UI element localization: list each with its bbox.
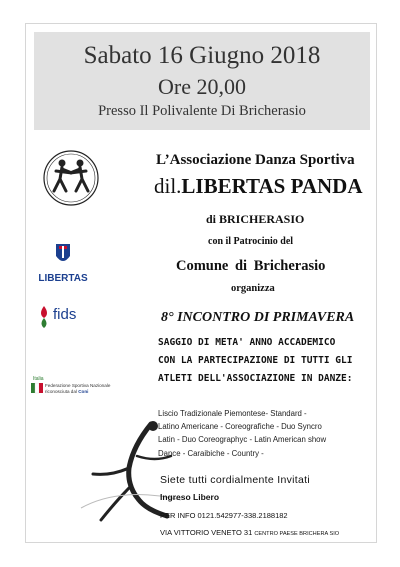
dance-line: Latino Americane - Coreografiche - Duo Syncro bbox=[158, 422, 322, 432]
saggio-line: SAGGIO DI META' ANNO ACCADEMICO bbox=[158, 337, 336, 348]
libertas-logo bbox=[36, 242, 90, 286]
association-name-bold: LIBERTAS PANDA bbox=[181, 174, 363, 198]
dance-line: Latin - Duo Coreographyc - Latin American show bbox=[158, 435, 327, 445]
address-text bbox=[160, 528, 339, 537]
event-header bbox=[34, 32, 370, 130]
event-title: 8° INCONTRO DI PRIMAVERA bbox=[161, 310, 355, 325]
event-date: Sabato 16 Giugno 2018 bbox=[83, 42, 321, 69]
saggio-line: CON LA PARTECIPAZIONE DI TUTTI GLI bbox=[158, 355, 353, 366]
fids-logo bbox=[36, 304, 94, 334]
coni-line2-wrap bbox=[45, 389, 110, 395]
libertas-shield-icon bbox=[36, 242, 90, 270]
fids-flame-icon bbox=[36, 304, 52, 330]
organizza-text: organizza bbox=[231, 283, 275, 294]
coni-line1: Federazione Sportiva Nazionale bbox=[45, 383, 111, 388]
dance-line: Dance - Caraibiche - Country - bbox=[158, 448, 264, 458]
association-name bbox=[154, 174, 363, 199]
association-intro: L’Associazione Danza Sportiva bbox=[156, 152, 355, 168]
event-place: Presso Il Polivalente Di Bricherasio bbox=[98, 103, 306, 119]
saggio-line: ATLETI DELL'ASSOCIAZIONE IN DANZE: bbox=[158, 373, 353, 384]
association-city: di BRICHERASIO bbox=[206, 212, 305, 226]
flyer-page bbox=[25, 23, 377, 543]
saggio-description bbox=[158, 334, 374, 388]
address-main: VIA VITTORIO VENETO 31 bbox=[160, 528, 255, 537]
free-entry-text: Ingreso Libero bbox=[160, 492, 220, 502]
coni-top-text: Italia bbox=[33, 376, 44, 382]
libertas-logo-text: LIBERTAS bbox=[38, 273, 88, 284]
invitation-text: Siete tutti cordialmente Invitati bbox=[160, 474, 310, 486]
coni-logo-text bbox=[45, 383, 110, 395]
contact-info: PER INFO 0121.542977-338.2188182 bbox=[160, 511, 288, 520]
fids-logo-text: fids bbox=[53, 306, 77, 323]
dance-association-logo bbox=[42, 149, 100, 207]
dance-list bbox=[158, 407, 378, 460]
dance-line: Liscio Tradizionale Piemontese- Standard - bbox=[158, 409, 307, 418]
event-time: Ore 20,00 bbox=[158, 74, 246, 99]
coni-line2: riconosciuta dal bbox=[45, 389, 77, 394]
coni-logo bbox=[31, 376, 111, 406]
coni-brand: Coni bbox=[78, 389, 89, 394]
patronage-text: con il Patrocinio del bbox=[208, 236, 294, 247]
association-prefix: dil. bbox=[154, 174, 182, 198]
address-detail: CENTRO PAESE BRICHERA SIO bbox=[254, 531, 340, 537]
coni-shield-icon bbox=[31, 383, 43, 397]
comune-name: Comune di Bricherasio bbox=[176, 258, 326, 274]
